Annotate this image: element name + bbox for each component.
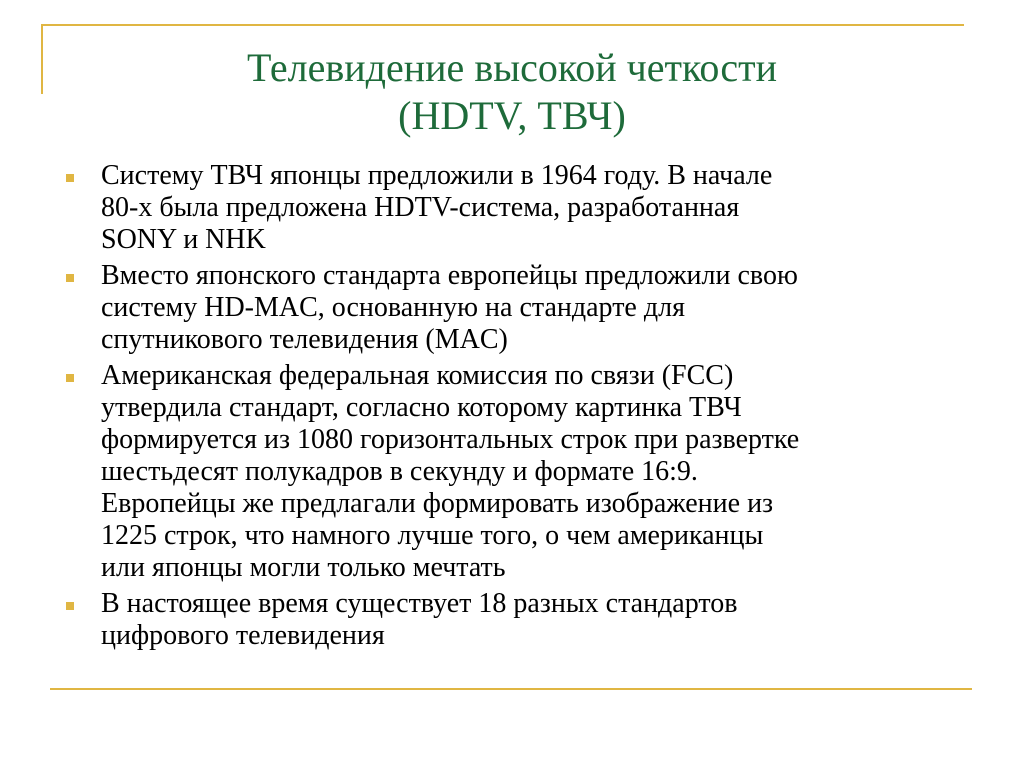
bullet-text-line: формируется из 1080 горизонтальных строк при развертке	[101, 424, 800, 455]
frame-bottom-rule	[50, 688, 972, 690]
frame-left-rule	[41, 24, 43, 94]
square-bullet-icon	[66, 374, 74, 382]
square-bullet-icon	[66, 174, 74, 182]
bullet-item	[62, 260, 974, 356]
square-bullet-icon	[66, 274, 74, 282]
slide-title-line-2: (HDTV, ТВЧ)	[398, 93, 626, 138]
slide-title-line-1: Телевидение высокой четкости	[246, 45, 778, 90]
bullet-item	[62, 588, 974, 652]
square-bullet-icon	[66, 602, 74, 610]
bullet-item	[62, 160, 974, 256]
slide-title	[60, 44, 964, 140]
bullet-text-line: 80-х была предложена HDTV-система, разработанная	[101, 192, 740, 223]
frame-top-rule	[42, 24, 964, 26]
bullet-text-line: Европейцы же предлагали формировать изображение из	[101, 488, 774, 519]
bullet-item	[62, 360, 974, 584]
bullet-text-line: шестьдесят полукадров в секунду и формате 16:9.	[101, 456, 698, 487]
bullet-text-line: или японцы могли только мечтать	[101, 552, 506, 583]
bullet-text-line: В настоящее время существует 18 разных стандартов	[101, 588, 738, 619]
bullet-text-line: Систему ТВЧ японцы предложили в 1964 году. В начале	[101, 160, 773, 191]
bullet-text-line: утвердила стандарт, согласно которому картинка ТВЧ	[101, 392, 742, 423]
bullet-text-line: систему HD-MAC, основанную на стандарте для	[101, 292, 685, 323]
bullet-text-line: SONY и NHK	[101, 224, 266, 255]
bullet-text-line: цифрового телевидения	[101, 620, 385, 651]
bullet-text-line: спутникового телевидения (MAC)	[101, 324, 508, 355]
bullet-list	[62, 160, 974, 656]
bullet-text-line: Американская федеральная комиссия по связи (FCC)	[101, 360, 734, 391]
bullet-text-line: Вместо японского стандарта европейцы предложили свою	[101, 260, 798, 291]
bullet-text-line: 1225 строк, что намного лучше того, о чем американцы	[101, 520, 764, 551]
